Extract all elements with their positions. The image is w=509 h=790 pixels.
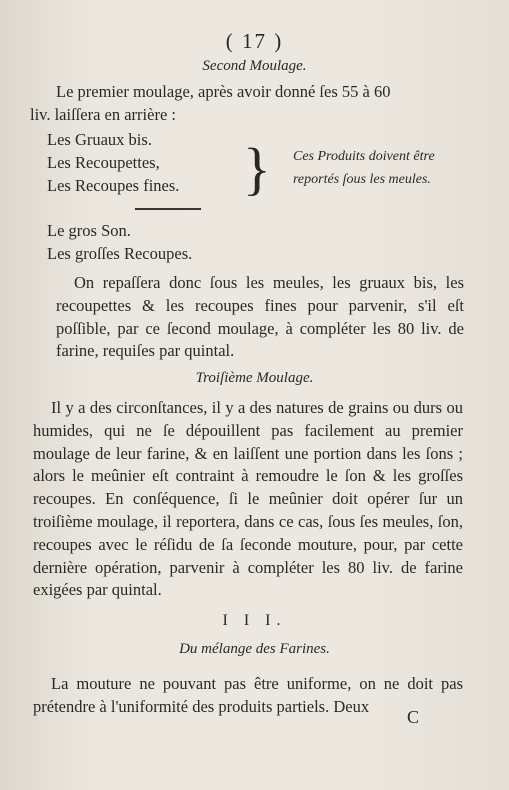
heading-second-moulage: Second Moulage. xyxy=(202,58,307,74)
side-note xyxy=(293,145,473,191)
list-item-recoupes-fines: Les Recoupes fines. xyxy=(47,176,180,195)
paragraph-1: On repaſſera donc ſous les meules, les gruaux bis, les recoupettes & les recoupes fines pour parvenir, s'il eſt poſſible, par ce ſecond moulage, à compléter les 80 liv. de farine, requiſes par quintal. xyxy=(56,273,464,361)
curly-brace-glyph: } xyxy=(243,136,271,201)
page-number: ( 17 ) xyxy=(225,29,284,53)
section-numeral: I I I. xyxy=(222,612,287,629)
intro-line-2: liv. laiſſera en arrière : xyxy=(30,105,176,124)
paragraph-3: La mouture ne pouvant pas être uniforme, on ne doit pas prétendre à l'uniformité des produits partiels. Deux xyxy=(33,674,463,716)
list-item-gruaux: Les Gruaux bis. xyxy=(47,130,152,149)
signature-mark: C xyxy=(407,707,420,727)
list-item-grosses-recoupes: Les groſſes Recoupes. xyxy=(47,244,193,263)
heading-troisieme-moulage: Troiſième Moulage. xyxy=(195,370,314,386)
list-item-gros-son: Le gros Son. xyxy=(47,221,131,240)
paragraph-2: Il y a des circonſtances, il y a des natures de grains ou durs ou humides, qui ne ſe dépouillent pas facilement au premier moulage de leur farine, & en laiſſent une portion dans les ſons ; alors le meûnier eſt contraint à remoudre le ſon & les groſſes recoupes. En conſéquence, ſi le meûnier doit opérer ſur un troiſième moulage, il reportera, dans ce cas, ſous ſes meules, ſon, recoupes avec le réſidu de ſa ſeconde mouture, pour, par cette dernière opération, parvenir à compléter les 80 liv. de farine exigées par quintal. xyxy=(33,398,463,600)
separator-rule xyxy=(135,208,201,210)
side-note-line-1: Ces Produits doivent être xyxy=(293,149,435,164)
side-note-line-2: reportés ſous les meules. xyxy=(293,172,431,187)
list-item-recoupettes: Les Recoupettes, xyxy=(47,153,160,172)
heading-melange: Du mélange des Farines. xyxy=(179,641,330,657)
intro-line-1: Le premier moulage, après avoir donné ſes 55 à 60 xyxy=(56,82,391,101)
